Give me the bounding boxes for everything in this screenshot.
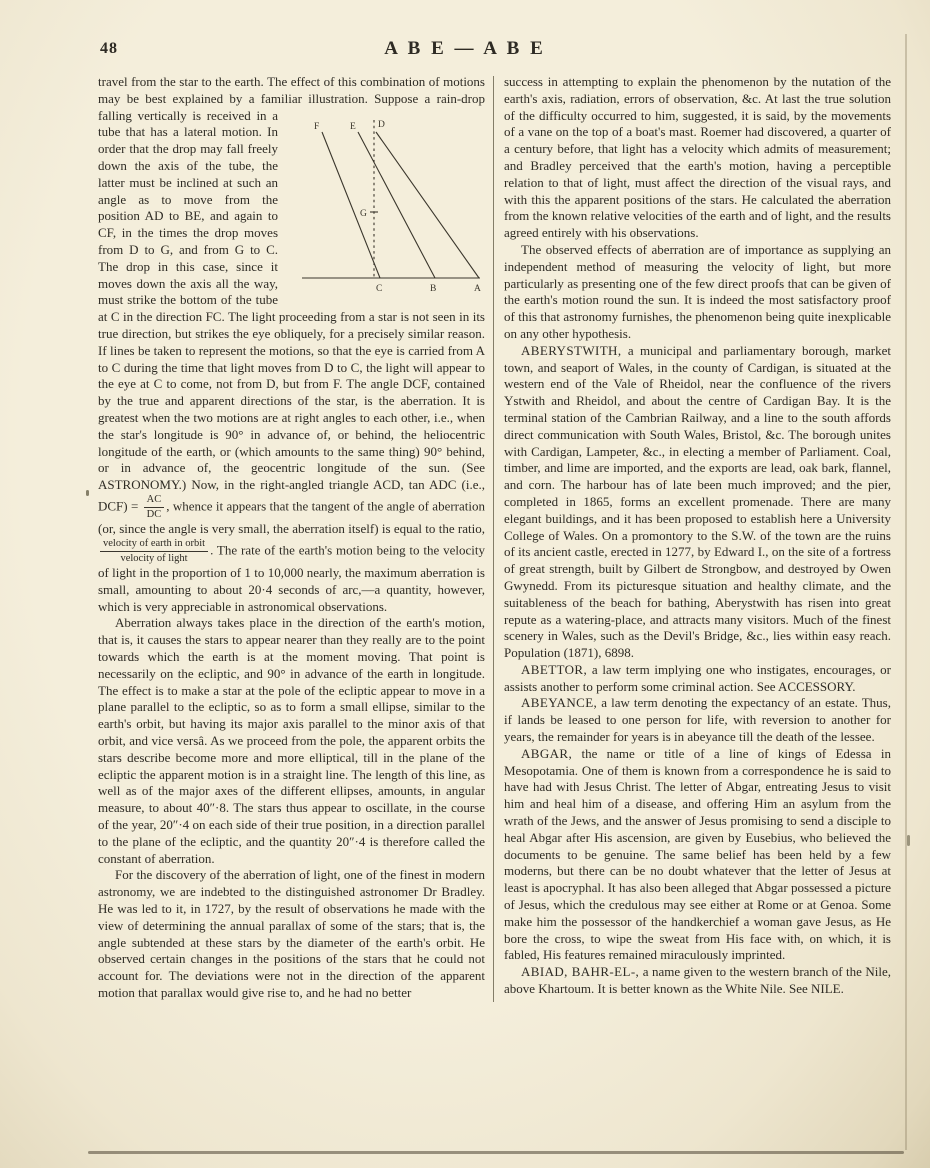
figure-label-A: A xyxy=(474,283,481,294)
entry-body: the name or title of a line of kings of Edessa in Mesopotamia. One of them is known from a correspondence he is said to have had with Jesus Christ. The letter of Abgar, entreating Jesus to visit him and heal him of a disease, and offering Him an asylum from the wrath of the Jews, and the answer of Jesus promising to send a disciple to heal Abgar after His ascension, are given by Eusebius, who believed the documents to be genuine. The same belief has been held by a few moderns, but there can be no doubt whatever that the letter of Jesus at least is apocryphal. It has also been alleged that Abgar possessed a picture of Jesus, which the credulous may see either at Rome or at Genoa. Some make him the possessor of the handkerchief a woman gave Jesus, as He bore the cross, to wipe the sweat from His face with, on which, it is fabled, His features remained miraculously imprinted. xyxy=(504,745,891,963)
figure-label-G: G xyxy=(360,208,367,219)
entry-headword: ABEYANCE, xyxy=(521,695,598,711)
page-body xyxy=(98,74,894,1002)
figure-label-F: F xyxy=(314,121,320,132)
entry-abiad xyxy=(504,964,891,998)
paragraph-bradley-discovery: For the discovery of the aberration of light, one of the finest in modern astronomy, we are indebted to the distinguished astronomer Dr Bradley. He was led to it, in 1727, by the result of observations he made with the view of determining the annual parallax of some of the stars; that is, the angle subtended at these stars by the diameter of the earth's orbit. He observed certain changes in the positions of the stars that he could not account for. The deviations were not in the direction of the apparent motion that parallax would give rise to, and he had no better xyxy=(98,867,485,1000)
body-text: in a tube that has a lateral motion. In order that the drop may fall freely down the axis of the tube, the latter must be inclined at such an angle as to move from the position AD to BE, and again to CF, in the times the drop moves from D to G, and from G to C. The drop in this case, since it moves down the axis all the way, must strike the bottom of the tube at C in the direction FC. The light proceeding from a star is not seen in its true direction, but strikes the eye obliquely, for a precisely similar reason. If lines be taken to represent the motions, so that the eye is carried from A to C during the time that light moves from D to C, the light will appear to the eye at C to come, not from D, but from F. The angle DCF, contained by the true and apparent directions of the star, is the aberration. It is greatest when the two motions are at right angles to each other, i.e., when the star's longitude is 90° in advance of, or behind, the heliocentric longitude of the earth, or (which amounts to the same thing) 90° behind, or in advance of, the geocentric longitude of the sun. (See ASTRONOMY.) Now, in the right-angled triangle ACD, tan ADC (i.e., DCF) = xyxy=(98,107,485,514)
right-column xyxy=(499,74,891,1002)
entry-abgar xyxy=(504,746,891,964)
figure-tube-BE xyxy=(358,132,435,278)
paragraph-aberration-continued xyxy=(98,74,485,615)
figure-label-D: D xyxy=(378,119,385,130)
fraction-denominator: velocity of light xyxy=(120,552,188,564)
fraction-denominator: DC xyxy=(146,508,162,520)
body-text: travel from the star to the earth. The effect of this combination of motions may be best explained by a familiar illustration. Suppose a rain-drop falling vertically is received xyxy=(98,74,485,123)
running-head: A B E — A B E xyxy=(384,38,546,59)
fraction-numerator: velocity of earth in orbit xyxy=(100,538,208,552)
entry-body: a municipal and parliamentary borough, market town, and seaport of Wales, in the county of Cardigan, is situated at the western end of the Vale of Rheidol, near the confluence of the rivers Ystwith and Rheidol, and about the centre of Cardigan Bay. It is the terminal station of the Cambrian Railway, and a line to the south affords direct communication with South Wales, Bristol, &c. The borough unites with Cardigan, Lampeter, &c., in electing a member of Parliament. Coal, timber, and lime are imported, and the exports are lead, oak bark, flannel, and corn. The harbour has of late been much improved; and the pier, completed in 1865, forms an excellent promenade. There are many elegant buildings, and it has been proposed to establish here a University College of Wales. On a promontory to the S.W. of the town are the ruins of its ancient castle, erected in 1277, by Edward I., on the site of a fortress of great strength, built by Gilbert de Strongbow, and destroyed by Owen Gwynedd. From its picturesque situation and healthy climate, and the suitableness of the beach for bathing, Aberystwith has risen into great repute as a watering-place, and attracts many visitors. Much of the finest scenery in Wales, such as the Devil's Bridge, &c., lies within easy reach. Population (1871), 6898. xyxy=(504,342,891,661)
paragraph-aberration-direction: Aberration always takes place in the direction of the earth's motion, that is, it causes the stars to appear nearer than they really are to the point towards which the earth is at the moment moving. That point is necessarily on the ecliptic, and 90° in advance of the earth in longitude. The effect is to make a star at the pole of the ecliptic appear to move in a plane parallel to the ecliptic, so as to form a small ellipse, similar to the earth's orbit, but having its major axis parallel to the minor axis of that orbit, and vice versâ. As we proceed from the pole, the apparent orbits the stars describe become more and more elliptical, till in the plane of the ecliptic the apparent motion is in a straight line. The length of this line, as well as of the major axes of the different ellipses, amounts, in angular measure, to about 40″·8. The stars thus appear to oscillate, in the course of the year, 20″·4 on each side of their true position, in a direction parallel to the plane of the ecliptic, and the quantity 20″·4 is therefore called the constant of aberration. xyxy=(98,615,485,866)
entry-headword: ABIAD, BAHR-EL-, xyxy=(521,964,640,980)
entry-body: a law term implying one who instigates, encourages, or assists another to perform some criminal action. See ACCESSORY. xyxy=(504,661,891,694)
entry-abeyance xyxy=(504,695,891,745)
entry-body: a name given to the western branch of the Nile, above Khartoum. It is better known as the White Nile. See NILE. xyxy=(504,964,891,997)
scan-edge-shadow-right xyxy=(905,34,907,1150)
fraction-AC-DC xyxy=(144,494,165,521)
entry-abettor xyxy=(504,662,891,696)
entry-headword: ABGAR, xyxy=(521,745,573,761)
scan-edge-shadow-bottom xyxy=(88,1151,904,1154)
figure-tube-CF xyxy=(322,132,380,278)
body-text: , whence it appears that the tangent of the angle of aberration (or, since the angle is very small, the aberration itself) is equal to the ratio, xyxy=(98,498,485,537)
paragraph-observed-effects: The observed effects of aberration are of importance as supplying an independent method of measuring the velocity of light, but more particularly as presenting one of the few direct proofs that can be given of the earth's motion round the sun. It is indeed the most satisfactory proof of this that astronomy furnishes, the phenomenon being quite inexplicable on any other hypothesis. xyxy=(504,241,891,341)
paragraph-bradley-continued: success in attempting to explain the phenomenon by the nutation of the earth's axis, radiation, errors of observation, &c. At last the true solution of the difficulty occurred to him, suggested, it is said, by the movements of a vane on the top of a boat's mast. Roemer had discovered, a quarter of a century before, that light has a velocity which admits of measurement; and Bradley perceived that the earth's motion, having a perceptible relation to that of light, must affect the direction of the visual rays, and with this the apparent positions of the stars. He calculated the aberration from the known relative velocities of the earth and of light, and the results agreed entirely with his observations. xyxy=(504,74,891,241)
fraction-velocity-ratio xyxy=(100,538,208,565)
fraction-numerator: AC xyxy=(144,494,165,508)
scan-artifact xyxy=(907,835,910,846)
aberration-rain-drop-figure xyxy=(288,112,485,302)
entry-body: a law term denoting the expectancy of an estate. Thus, if lands be leased to one person for life, with reversion to another for years, the remainder for years is in abeyance till the death of the lessee. xyxy=(504,695,891,745)
figure-label-E: E xyxy=(350,121,356,132)
body-text: . The rate of the earth's motion being to the velocity of light in the proportion of 1 to 10,000 nearly, the maximum aberration is small, amounting to about 20·4 seconds of arc,—a quantity, however, which is very appreciable in astronomical observations. xyxy=(98,542,485,614)
entry-headword: ABERYSTWITH, xyxy=(521,342,622,358)
figure-tube-AD xyxy=(376,132,479,278)
entry-headword: ABETTOR, xyxy=(521,661,588,677)
left-column xyxy=(98,74,485,1002)
scan-artifact xyxy=(86,490,89,496)
figure-label-B: B xyxy=(430,283,437,294)
page-number: 48 xyxy=(100,40,118,57)
figure-label-C: C xyxy=(376,283,383,294)
column-rule xyxy=(493,76,494,1002)
entry-aberystwith xyxy=(504,343,891,662)
